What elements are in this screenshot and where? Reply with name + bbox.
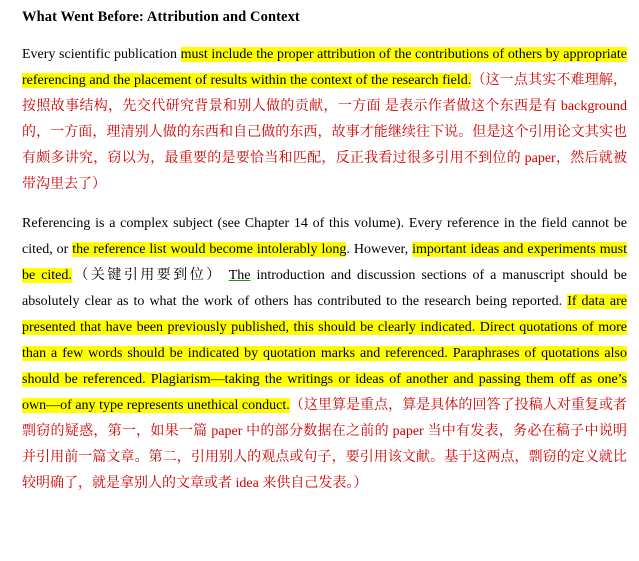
highlighted-text: the reference list would become intolerably long — [72, 242, 347, 257]
text-run: Referencing is a complex subject (see Chapter 14 of this volume). Every reference in the field cannot be cited, or — [22, 216, 627, 257]
text-run: Every scientific publication — [22, 47, 181, 62]
chinese-annotation: （这里算是重点，算是具体的回答了投稿人对重复或者剽窃的疑惑，第一，如果一篇 paper 中的部分数据在之前的 paper 当中有发表，务必在稿子中说明并引用前一篇文章。第二，引用别人的观点或句子，要引用该文献。基于这两点，剽窃的定义就比较明确了，就是拿别人的文章或者 idea 来供自己发表。） — [22, 398, 627, 491]
highlighted-text: If data are presented that have been previously published, this should be clearly indicated. Direct quotations of more than a few words should be indicated by quotation marks and referenced. Paraphrases of quotations also should be referenced. Plagiarism—taking the writings or ideas of another and passing them off as one’s own—of any type represents unethical conduct. — [22, 294, 627, 413]
paragraph-referencing — [22, 211, 627, 497]
chinese-annotation: （关键引用要到位） — [71, 268, 223, 283]
highlighted-text: important ideas and experiments must be cited. — [22, 242, 627, 283]
text-run: . However, — [346, 242, 413, 257]
section-heading: What Went Before: Attribution and Context — [22, 9, 300, 25]
highlighted-text: must include the proper attribution of the contributions of others by appropriate referencing and the placement of results within the context of the research field. — [22, 47, 628, 88]
paragraph-attribution — [22, 42, 627, 198]
chinese-annotation: （这一点其实不难理解，按照故事结构，先交代研究背景和别人做的贡献，一方面 是表示作者做这个东西是有 background 的，一方面，理清别人做的东西和自己做的东西，故事才能继续往下说。但是这个引用论文其实也有颇多讲究，窃以为，最重要的是要恰当和匹配，反正我看过很多引用不到位的 paper，然后就被带沟里去了） — [22, 73, 628, 192]
text-run: introduction and discussion sections of a manuscript should be absolutely clear as to what the work of others has contributed to the research being reported. — [22, 268, 628, 309]
underlined-word: The — [228, 268, 251, 283]
